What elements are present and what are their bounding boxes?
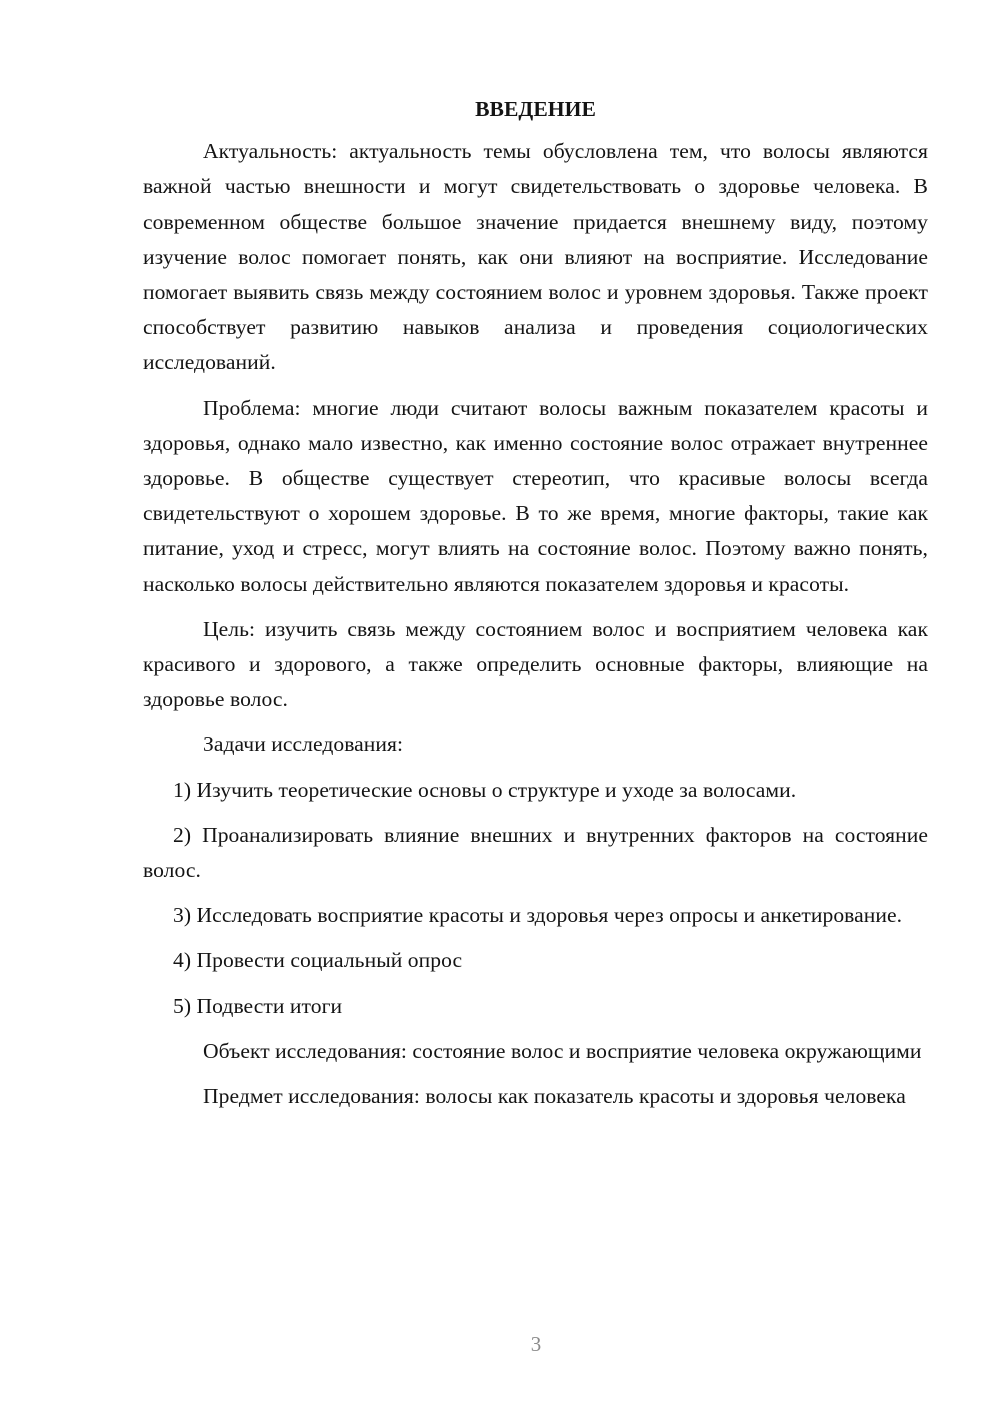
tasks-heading: Задачи исследования: [203,732,404,757]
page-number: 3 [530,1332,542,1356]
object-paragraph: Объект исследования: состояние волос и восприятие человека окружающими [203,1038,922,1063]
task-item-3: 3) Исследовать восприятие красоты и здоровья через опросы и анкетирование. [173,903,903,928]
task-item-4: 4) Провести социальный опрос [173,948,463,973]
relevance-paragraph: Актуальность: актуальность темы обусловлена тем, что волосы являются важной частью внешности и могут свидетельствовать о здоровье человека. В современном обществе большое значение придается внешнему виду, поэтому изучение волос помогает понять, как они влияют на восприятие. Исследование помогает выявить связь между состоянием волос и уровнем здоровья. Также проект способствует развитию навыков анализа и проведения социологических исследований. [143,139,928,375]
document-page [143,92,928,1124]
document-title: ВВЕДЕНИЕ [475,97,596,121]
goal-paragraph: Цель: изучить связь между состоянием волос и восприятием человека как красивого и здорового, а также определить основные факторы, влияющие на здоровье волос. [143,616,928,712]
subject-paragraph: Предмет исследования: волосы как показатель красоты и здоровья человека [203,1084,906,1109]
problem-paragraph: Проблема: многие люди считают волосы важным показателем красоты и здоровья, однако мало известно, как именно состояние волос отражает внутреннее здоровье. В обществе существует стереотип, что красивые волосы всегда свидетельствуют о хорошем здоровье. В то же время, многие факторы, такие как питание, уход и стресс, могут влиять на состояние волос. Поэтому важно понять, насколько волосы действительно являются показателем здоровья и красоты. [143,395,928,596]
task-item-1: 1) Изучить теоретические основы о структуре и уходе за волосами. [173,777,797,802]
task-item-2: 2) Проанализировать влияние внешних и внутренних факторов на состояние волос. [143,822,928,883]
task-item-5: 5) Подвести итоги [173,993,343,1018]
